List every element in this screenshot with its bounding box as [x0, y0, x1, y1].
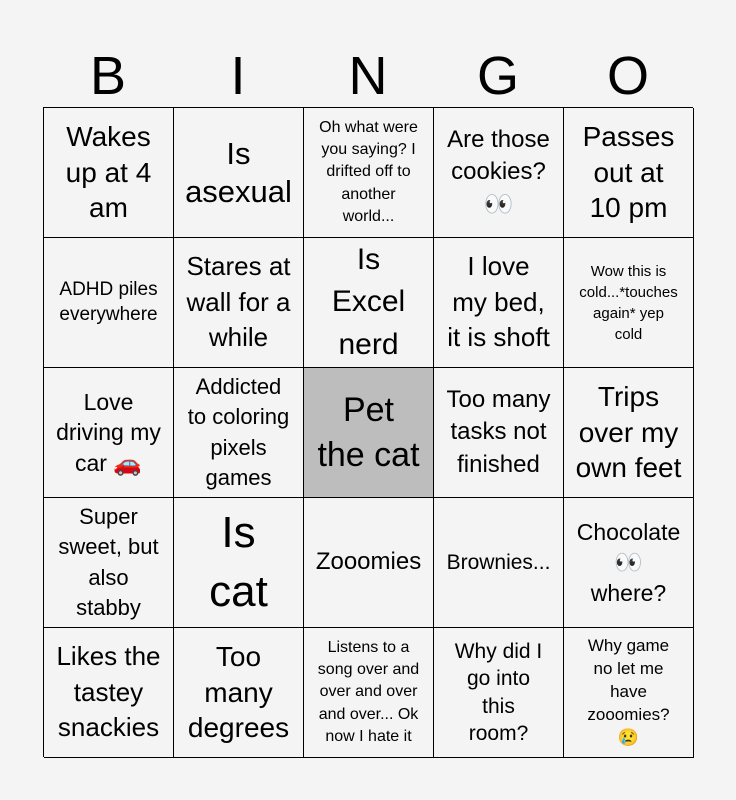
header-letter-g: G — [476, 46, 519, 106]
bingo-cell-r4c4[interactable]: Brownies... — [434, 498, 564, 628]
bingo-cell-r1c1[interactable]: Wakes up at 4 am — [44, 108, 174, 238]
bingo-cell-r3c4[interactable]: Too many tasks not finished — [434, 368, 564, 498]
bingo-cell-r4c5[interactable]: Chocolate 👀 where? — [564, 498, 694, 628]
bingo-header — [43, 44, 693, 108]
bingo-cell-r5c3[interactable]: Listens to a song over and over and over and over... Ok now I hate it — [304, 628, 434, 758]
bingo-cell-r1c2[interactable]: Is asexual — [174, 108, 304, 238]
bingo-grid — [43, 107, 693, 757]
bingo-cell-r2c1[interactable]: ADHD piles everywhere — [44, 238, 174, 368]
bingo-cell-r3c2[interactable]: Addicted to coloring pixels games — [174, 368, 304, 498]
bingo-cell-r1c4[interactable]: Are those cookies? 👀 — [434, 108, 564, 238]
bingo-cell-r1c5[interactable]: Passes out at 10 pm — [564, 108, 694, 238]
bingo-cell-r5c2[interactable]: Too many degrees — [174, 628, 304, 758]
bingo-cell-r5c1[interactable]: Likes the tastey snackies — [44, 628, 174, 758]
bingo-cell-r2c5[interactable]: Wow this is cold...*touches again* yep cold — [564, 238, 694, 368]
bingo-cell-free[interactable]: Pet the cat — [304, 368, 434, 498]
bingo-cell-r2c4[interactable]: I love my bed, it is shoft — [434, 238, 564, 368]
bingo-cell-r5c4[interactable]: Why did I go into this room? — [434, 628, 564, 758]
header-letter-n: N — [348, 46, 388, 106]
bingo-cell-r4c2[interactable]: Is cat — [174, 498, 304, 628]
bingo-cell-r1c3[interactable]: Oh what were you saying? I drifted off to another world... — [304, 108, 434, 238]
bingo-cell-r3c1[interactable]: Love driving my car 🚗 — [44, 368, 174, 498]
bingo-cell-r5c5[interactable]: Why game no let me have zooomies? 😢 — [564, 628, 694, 758]
bingo-cell-r3c5[interactable]: Trips over my own feet — [564, 368, 694, 498]
bingo-cell-r4c1[interactable]: Super sweet, but also stabby — [44, 498, 174, 628]
bingo-cell-r2c2[interactable]: Stares at wall for a while — [174, 238, 304, 368]
header-letter-o: O — [606, 46, 649, 106]
header-letter-b: B — [89, 46, 127, 106]
bingo-cell-r2c3[interactable]: Is Excel nerd — [304, 238, 434, 368]
bingo-cell-r4c3[interactable]: Zooomies — [304, 498, 434, 628]
header-letter-i: I — [230, 46, 246, 106]
